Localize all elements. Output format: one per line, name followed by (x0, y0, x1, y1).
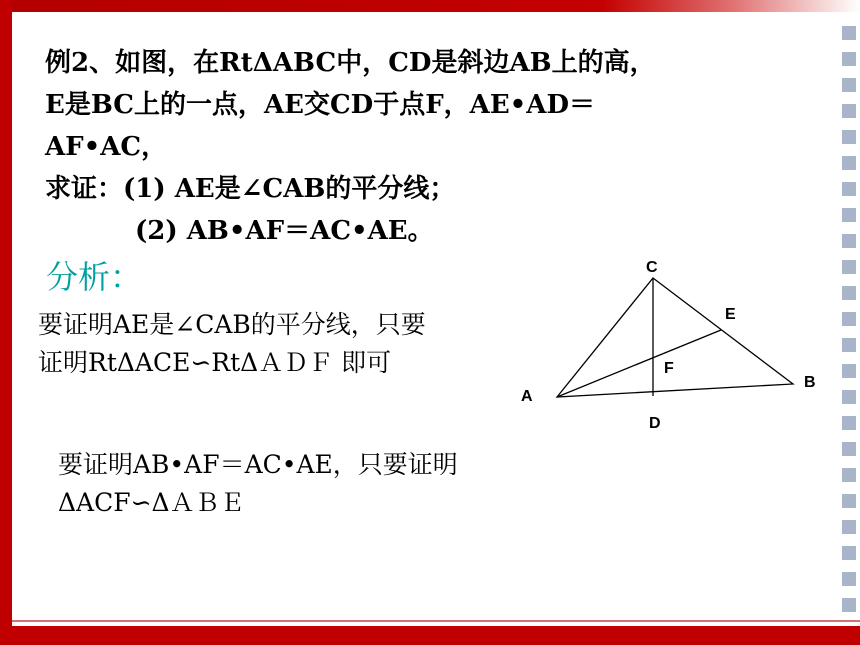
problem-line-5: (2) AB•AF＝AC•AE。 (135, 216, 434, 246)
analysis-paragraph-2 (58, 446, 458, 522)
problem-line-3: AF•AC， (45, 132, 168, 162)
problem-line-4: 求证：(1) AE是∠CAB的平分线； (45, 174, 456, 204)
label-d: D (649, 415, 661, 432)
analysis-paragraph-2-line-1: 要证明AB•AF＝AC•AE，只要证明 (58, 450, 458, 479)
left-accent-bar (0, 0, 12, 645)
triangle-abc (557, 278, 793, 397)
label-a: A (521, 388, 533, 405)
bottom-accent-bar (0, 626, 860, 645)
analysis-paragraph-2-line-2: ΔACF∽ΔＡＢＥ (58, 488, 245, 517)
analysis-paragraph-1-line-1: 要证明AE是∠CAB的平分线，只要 (38, 310, 426, 339)
analysis-paragraph-1 (38, 306, 426, 382)
segment-ae (557, 330, 721, 397)
label-b: B (804, 374, 816, 391)
analysis-paragraph-1-line-2: 证明RtΔACE∽RtΔＡＤＦ 即可 (38, 348, 392, 377)
top-accent-bar (0, 0, 860, 12)
problem-line-1: 例2、如图，在RtΔABC中，CD是斜边AB上的高， (45, 48, 656, 78)
decorative-squares (842, 26, 858, 624)
analysis-heading: 分析： (46, 258, 143, 296)
triangle-figure (500, 250, 840, 450)
label-e: E (725, 306, 736, 323)
problem-line-2: E是BC上的一点，AE交CD于点F，AE•AD＝ (45, 90, 595, 120)
bottom-divider (12, 620, 860, 622)
label-f: F (664, 360, 674, 377)
problem-statement (45, 42, 656, 252)
label-c: C (646, 259, 658, 276)
